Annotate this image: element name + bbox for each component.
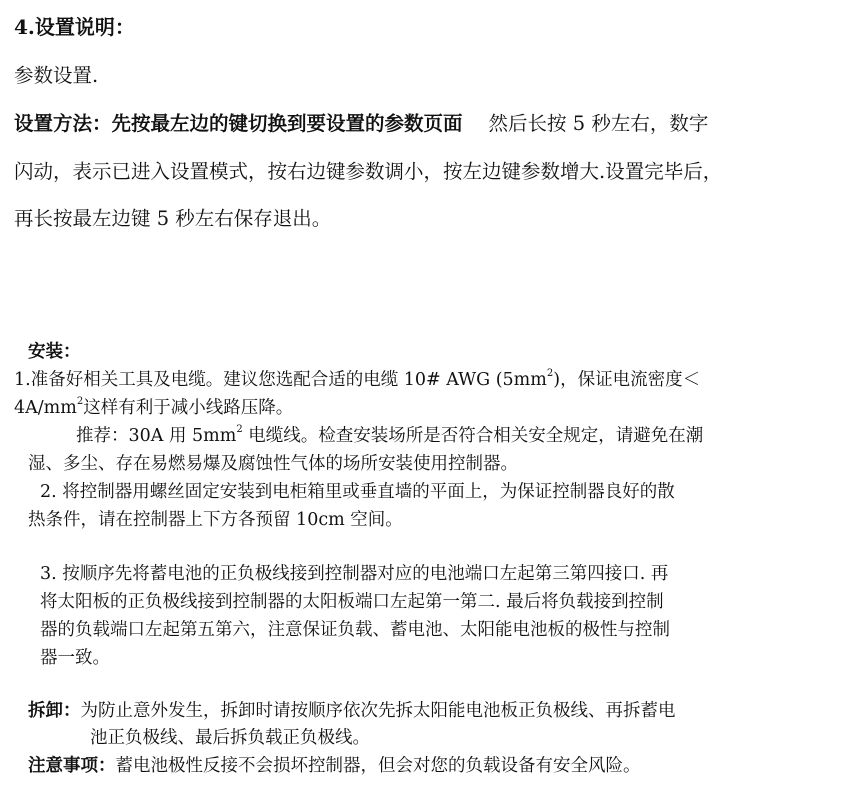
notice-line [28, 752, 641, 777]
remove-line2: 池正负极线、最后拆负载正负极线。 [90, 728, 370, 748]
step1-sup1: 2 [546, 368, 554, 380]
install-step3-line1: 3. 按顺序先将蓄电池的正负极线接到控制器对应的电池端口左起第三第四接口. 再 [40, 564, 669, 584]
install-step3-line3: 器的负载端口左起第五第六，注意保证负载、蓄电池、太阳能电池板的极性与控制 [40, 620, 670, 640]
remove-text-1: 为防止意外发生，拆卸时请按顺序依次先拆太阳能电池板正负极线、再拆蓄电 [80, 701, 676, 721]
install-step1-line2 [14, 394, 293, 419]
step1-line1-prefix: 1.准备好相关工具及电缆。建议您选配合适的电缆 10# AWG (5mm [14, 370, 547, 390]
notice-label: 注意事项： [28, 756, 116, 776]
install-step1-line1 [14, 366, 700, 391]
param-setting-text: 参数设置. [14, 64, 99, 87]
step1-line2-prefix: 4A/mm [14, 398, 77, 418]
recommend-line2: 湿、多尘、存在易燃易爆及腐蚀性气体的场所安装使用控制器。 [28, 454, 518, 474]
notice-text: 蓄电池极性反接不会损坏控制器，但会对您的负载设备有安全风险。 [115, 756, 641, 776]
install-step2-line1: 2. 将控制器用螺丝固定安装到电柜箱里或垂直墙的平面上，为保证控制器良好的散 [40, 482, 675, 502]
recommend-sup: 2 [236, 424, 243, 436]
method-label: 设置方法：先按最左边的键切换到要设置的参数页面 [14, 112, 463, 135]
step1-sup2: 2 [76, 396, 84, 408]
remove-line1 [28, 697, 676, 722]
step1-line2-suffix: 这样有利于减小线路压降。 [83, 398, 294, 418]
recommend-line1 [76, 422, 703, 447]
method-line-1 [14, 108, 708, 136]
install-heading: 安装： [28, 342, 81, 362]
remove-label: 拆卸： [28, 701, 81, 721]
install-step3-line2: 将太阳板的正负极线接到控制器的太阳板端口左起第一第二. 最后将负载接到控制 [40, 592, 664, 612]
section-heading: 4.设置说明： [14, 15, 135, 39]
recommend-suffix: 电缆线。检查安装场所是否符合相关安全规定，请避免在潮 [242, 426, 704, 446]
recommend-prefix: 推荐：30A 用 5mm [76, 426, 237, 446]
method-line-2: 闪动，表示已进入设置模式，按右边键参数调小，按左边键参数增大.设置完毕后， [14, 160, 723, 183]
install-step3-line4: 器一致。 [40, 648, 110, 668]
install-step2-line2: 热条件，请在控制器上下方各预留 10cm 空间。 [28, 510, 403, 530]
method-rest: 然后长按 5 秒左右，数字 [488, 112, 709, 135]
step1-line1-suffix: )，保证电流密度＜ [553, 370, 701, 390]
method-line-3: 再长按最左边键 5 秒左右保存退出。 [14, 207, 332, 230]
